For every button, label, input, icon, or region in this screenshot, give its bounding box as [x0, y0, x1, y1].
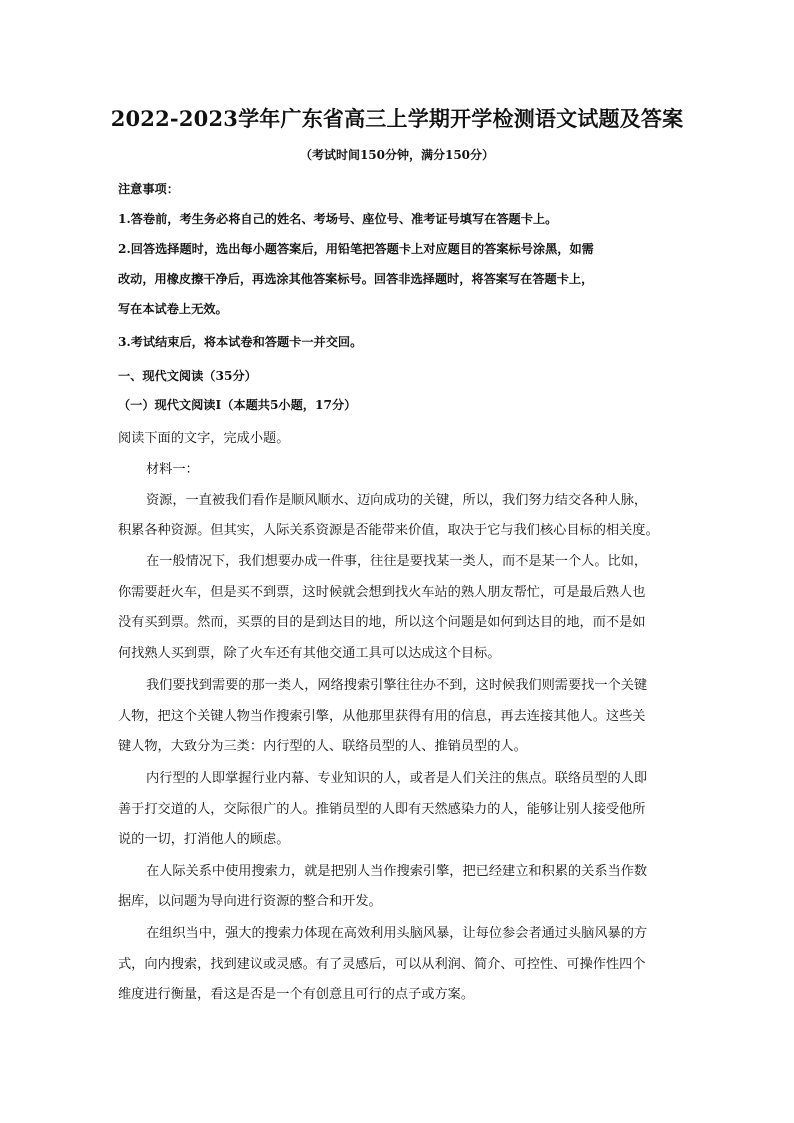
paragraph-line: 何找熟人买到票，除了火车还有其他交通工具可以达成这个目标。: [118, 646, 501, 661]
subsection-heading: （一）现代文阅读Ⅰ（本题共5小题，17分）: [118, 398, 357, 412]
reading-instruction: 阅读下面的文字，完成小题。: [118, 431, 290, 446]
notice-item-2-line-1: 2.回答选择题时，选出每小题答案后，用铅笔把答题卡上对应题目的答案标号涂黑，如需: [118, 242, 594, 256]
notice-item-3: 3.考试结束后，将本试卷和答题卡一并交回。: [118, 335, 363, 349]
notice-item-2-line-2: 改动，用橡皮擦干净后，再选涂其他答案标号。回答非选择题时，将答案写在答题卡上，: [118, 272, 594, 286]
paragraph-line: 式，向内搜索，找到建议或灵感。有了灵感后，可以从利润、简介、可控性、可操作性四个: [118, 957, 646, 972]
paragraph-line: 积累各种资源。但其实，人际关系资源是否能带来价值，取决于它与我们核心目标的相关度。: [118, 523, 659, 538]
paragraph-line: 说的一切，打消他人的顾虑。: [118, 832, 290, 847]
notice-heading: 注意事项：: [118, 182, 179, 196]
material-label: 材料一：: [146, 462, 199, 477]
paragraph-line: 内行型的人即掌握行业内幕、专业知识的人，或者是人们关注的焦点。联络员型的人即: [146, 771, 648, 786]
paragraph-line: 在一般情况下，我们想要办成一件事，往往是要找某一类人，而不是某一个人。比如，: [146, 554, 648, 569]
paragraph-line: 维度进行衡量，看这是否是一个有创意且可行的点子或方案。: [118, 987, 475, 1002]
paragraph-line: 资源，一直被我们看作是顺风顺水、迈向成功的关键，所以，我们努力结交各种人脉，: [146, 493, 648, 508]
paragraph-line: 没有买到票。然而，买票的目的是到达目的地，所以这个问题是如何到达目的地，而不是如: [118, 615, 646, 630]
exam-duration-note: （考试时间150分钟，满分150分）: [299, 148, 495, 162]
page-title: 2022-2023学年广东省高三上学期开学检测语文试题及答案: [110, 106, 684, 131]
notice-item-2-line-3: 写在本试卷上无效。: [118, 302, 228, 316]
paragraph-line: 在人际关系中使用搜索力，就是把别人当作搜索引擎，把已经建立和积累的关系当作数: [146, 864, 648, 879]
paragraph-line: 据库，以问题为导向进行资源的整合和开发。: [118, 894, 382, 909]
paragraph-line: 人物，把这个关键人物当作搜索引擎，从他那里获得有用的信息，再去连接其他人。这些关: [118, 709, 646, 724]
paragraph-line: 我们要找到需要的那一类人，网络搜索引擎往往办不到，这时候我们则需要找一个关键: [146, 678, 648, 693]
paragraph-line: 你需要赶火车，但是买不到票，这时候就会想到找火车站的熟人朋友帮忙，可是最后熟人也: [118, 585, 646, 600]
notice-item-1: 1.答卷前，考生务必将自己的姓名、考场号、座位号、准考证号填写在答题卡上。: [118, 212, 558, 226]
section-heading: 一、现代文阅读（35分）: [118, 369, 257, 383]
paragraph-line: 在组织当中，强大的搜索力体现在高效利用头脑风暴，让每位参会者通过头脑风暴的方: [146, 926, 648, 941]
paragraph-line: 善于打交道的人，交际很广的人。推销员型的人即有天然感染力的人，能够让别人接受他所: [118, 802, 646, 817]
paragraph-line: 键人物，大致分为三类：内行型的人、联络员型的人、推销员型的人。: [118, 739, 527, 754]
